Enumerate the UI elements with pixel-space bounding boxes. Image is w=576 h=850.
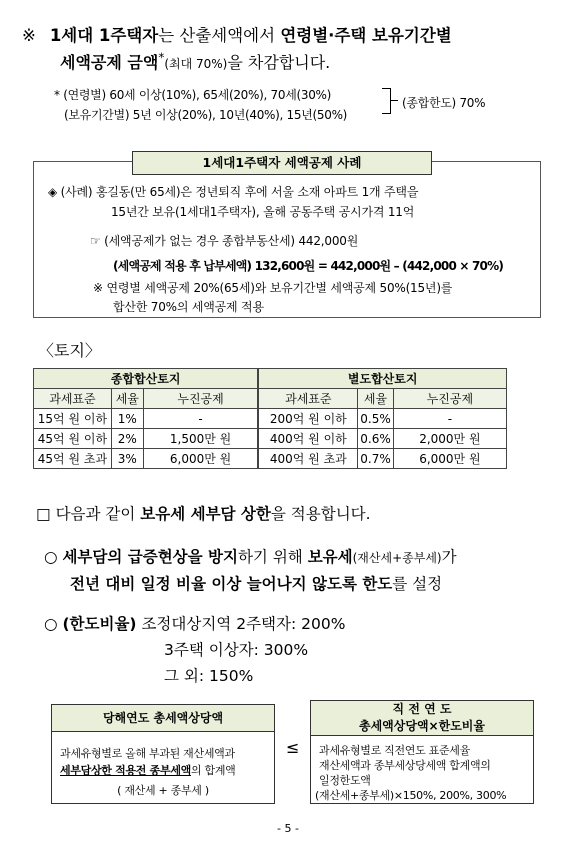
cap-emphasis: 보유세 — [307, 548, 353, 566]
table-row — [34, 409, 507, 429]
case-line-3: ☞ (세액공제가 없는 경우 종합부동산세) 442,000원 — [90, 234, 359, 248]
table-row — [34, 449, 507, 469]
headline-end: 을 차감합니다. — [227, 53, 331, 72]
headline-max: (최대 70%) — [164, 57, 228, 71]
formula-right-line-2: 재산세액과 종부세상당세액 합계액의 — [319, 759, 491, 772]
formula-right-box — [310, 700, 534, 804]
table-cell: 2% — [111, 429, 143, 449]
case-title: 1세대1주택자 세액공제 사례 — [132, 151, 432, 175]
table-cell: - — [143, 409, 258, 429]
formula-left-line-2 — [60, 762, 236, 778]
table-cell: 400억 원 이하 — [258, 429, 357, 449]
table-cell: 0.6% — [358, 429, 394, 449]
col-header: 누진공제 — [143, 389, 258, 409]
headline-emphasis-2: 세액공제 금액 — [60, 53, 159, 72]
table-cell: 45억 원 이하 — [34, 429, 112, 449]
note-period: (보유기간별) 5년 이상(20%), 10년(40%), 15년(50%) — [64, 108, 348, 122]
table-cell: 1,500만 원 — [143, 429, 258, 449]
formula-left-text: 의 합계액 — [190, 764, 236, 777]
cap-text: 조정대상지역 2주택자: 200% — [136, 615, 346, 633]
cap-text: 가 — [441, 548, 457, 566]
less-equal-symbol: ≤ — [286, 738, 300, 757]
note-limit: (종합한도) 70% — [402, 96, 486, 110]
cap-paragraph-2 — [44, 545, 457, 567]
formula-right-line-1: 과세유형별로 직전연도 표준세율 — [319, 744, 470, 757]
table-cell: 0.7% — [358, 449, 394, 469]
formula-right-line-3: 일정한도액 — [319, 774, 371, 787]
cap-paragraph-3 — [70, 572, 442, 594]
cap-paragraph-5: 3주택 이상자: 300% — [164, 641, 309, 659]
table-column-header — [34, 389, 507, 409]
page-number: - 5 - — [277, 822, 299, 835]
case-line-1: ◈ (사례) 홍길동(만 65세)은 정년퇴직 후에 서울 소재 아파트 1개 주택을 — [48, 185, 419, 199]
reference-mark: ※ — [22, 26, 36, 45]
case-line-4 — [113, 257, 503, 274]
note-bracket — [382, 88, 391, 114]
col-header: 과세표준 — [34, 389, 112, 409]
table-cell: 45억 원 초과 — [34, 449, 112, 469]
headline-line-1 — [22, 22, 452, 46]
case-line-4-text: (세액공제 적용 후 납부세액) 132,600원 = 442,000원 – (442,000 × 70%) — [113, 259, 504, 273]
note-age: * (연령별) 60세 이상(10%), 65세(20%), 70세(30%) — [54, 88, 332, 102]
table-group-header — [34, 369, 507, 389]
footnote-star: * — [158, 50, 165, 65]
cap-emphasis: 보유세 세부담 상한 — [140, 505, 271, 523]
land-tax-table — [33, 368, 507, 469]
cap-text: 를 설정 — [392, 575, 443, 593]
case-line-2: 15년간 보유(1세대1주택자), 올해 공동주택 공시가격 11억 — [111, 205, 415, 219]
cap-text: 하기 위해 — [237, 548, 308, 566]
cap-emphasis: 전년 대비 일정 비율 이상 늘어나지 않도록 한도 — [70, 575, 393, 593]
formula-left-box — [51, 704, 275, 804]
cap-text: □ 다음과 같이 — [36, 505, 141, 523]
headline-emphasis: 연령별·주택 보유기간별 — [280, 26, 452, 45]
headline-text: 는 산출세액에서 — [158, 26, 281, 45]
formula-left-head: 당해연도 총세액상당액 — [52, 705, 274, 732]
col-header: 세율 — [111, 389, 143, 409]
table-row — [34, 429, 507, 449]
col-header: 누진공제 — [393, 389, 506, 409]
table-cell: 15억 원 이하 — [34, 409, 112, 429]
formula-right-head-2: 총세액상당액×한도비율 — [359, 719, 485, 733]
cap-paragraph-4 — [44, 612, 345, 634]
cap-paragraph-6: 그 외: 150% — [164, 667, 254, 685]
table-cell: 200억 원 이하 — [258, 409, 357, 429]
cap-text: 을 적용합니다. — [270, 505, 371, 523]
table-cell: 6,000만 원 — [143, 449, 258, 469]
cap-note: (재산세+종부세) — [352, 551, 442, 565]
formula-right-head-1: 직 전 연 도 — [392, 702, 452, 716]
cap-paragraph-1 — [36, 502, 371, 524]
case-line-6: 합산한 70%의 세액공제 적용 — [113, 300, 264, 314]
cap-emphasis: 세부담의 급증현상을 방지 — [62, 548, 238, 566]
bullet-circle: ○ — [44, 548, 63, 566]
formula-right-head — [311, 701, 533, 736]
col-header: 세율 — [358, 389, 394, 409]
formula-left-line-1: 과세유형별로 올해 부과된 재산세액과 — [60, 747, 235, 760]
table-cell: 6,000만 원 — [393, 449, 506, 469]
table-cell: 2,000만 원 — [393, 429, 506, 449]
table-cell: 400억 원 초과 — [258, 449, 357, 469]
headline-subject: 1세대 1주택자 — [49, 26, 159, 45]
table-cell: 3% — [111, 449, 143, 469]
note-bracket-tail — [390, 100, 398, 101]
table-cell: 0.5% — [358, 409, 394, 429]
cap-emphasis: (한도비율) — [62, 615, 137, 633]
group-header-comprehensive: 종합합산토지 — [34, 369, 259, 389]
headline-line-2 — [60, 50, 330, 73]
col-header: 과세표준 — [258, 389, 357, 409]
group-header-separate: 별도합산토지 — [258, 369, 506, 389]
formula-right-line-4: (재산세+종부세)×150%, 200%, 300% — [315, 789, 507, 802]
section-title-land: 〈토지〉 — [38, 341, 101, 360]
table-cell: - — [393, 409, 506, 429]
formula-left-line-3: ( 재산세 + 종부세 ) — [117, 784, 209, 797]
table-cell: 1% — [111, 409, 143, 429]
case-line-5: ※ 연령별 세액공제 20%(65세)와 보유기간별 세액공제 50%(15년)를 — [93, 281, 453, 295]
formula-left-emphasis: 세부담상한 적용전 종부세액 — [60, 764, 191, 777]
bullet-circle: ○ — [44, 615, 63, 633]
